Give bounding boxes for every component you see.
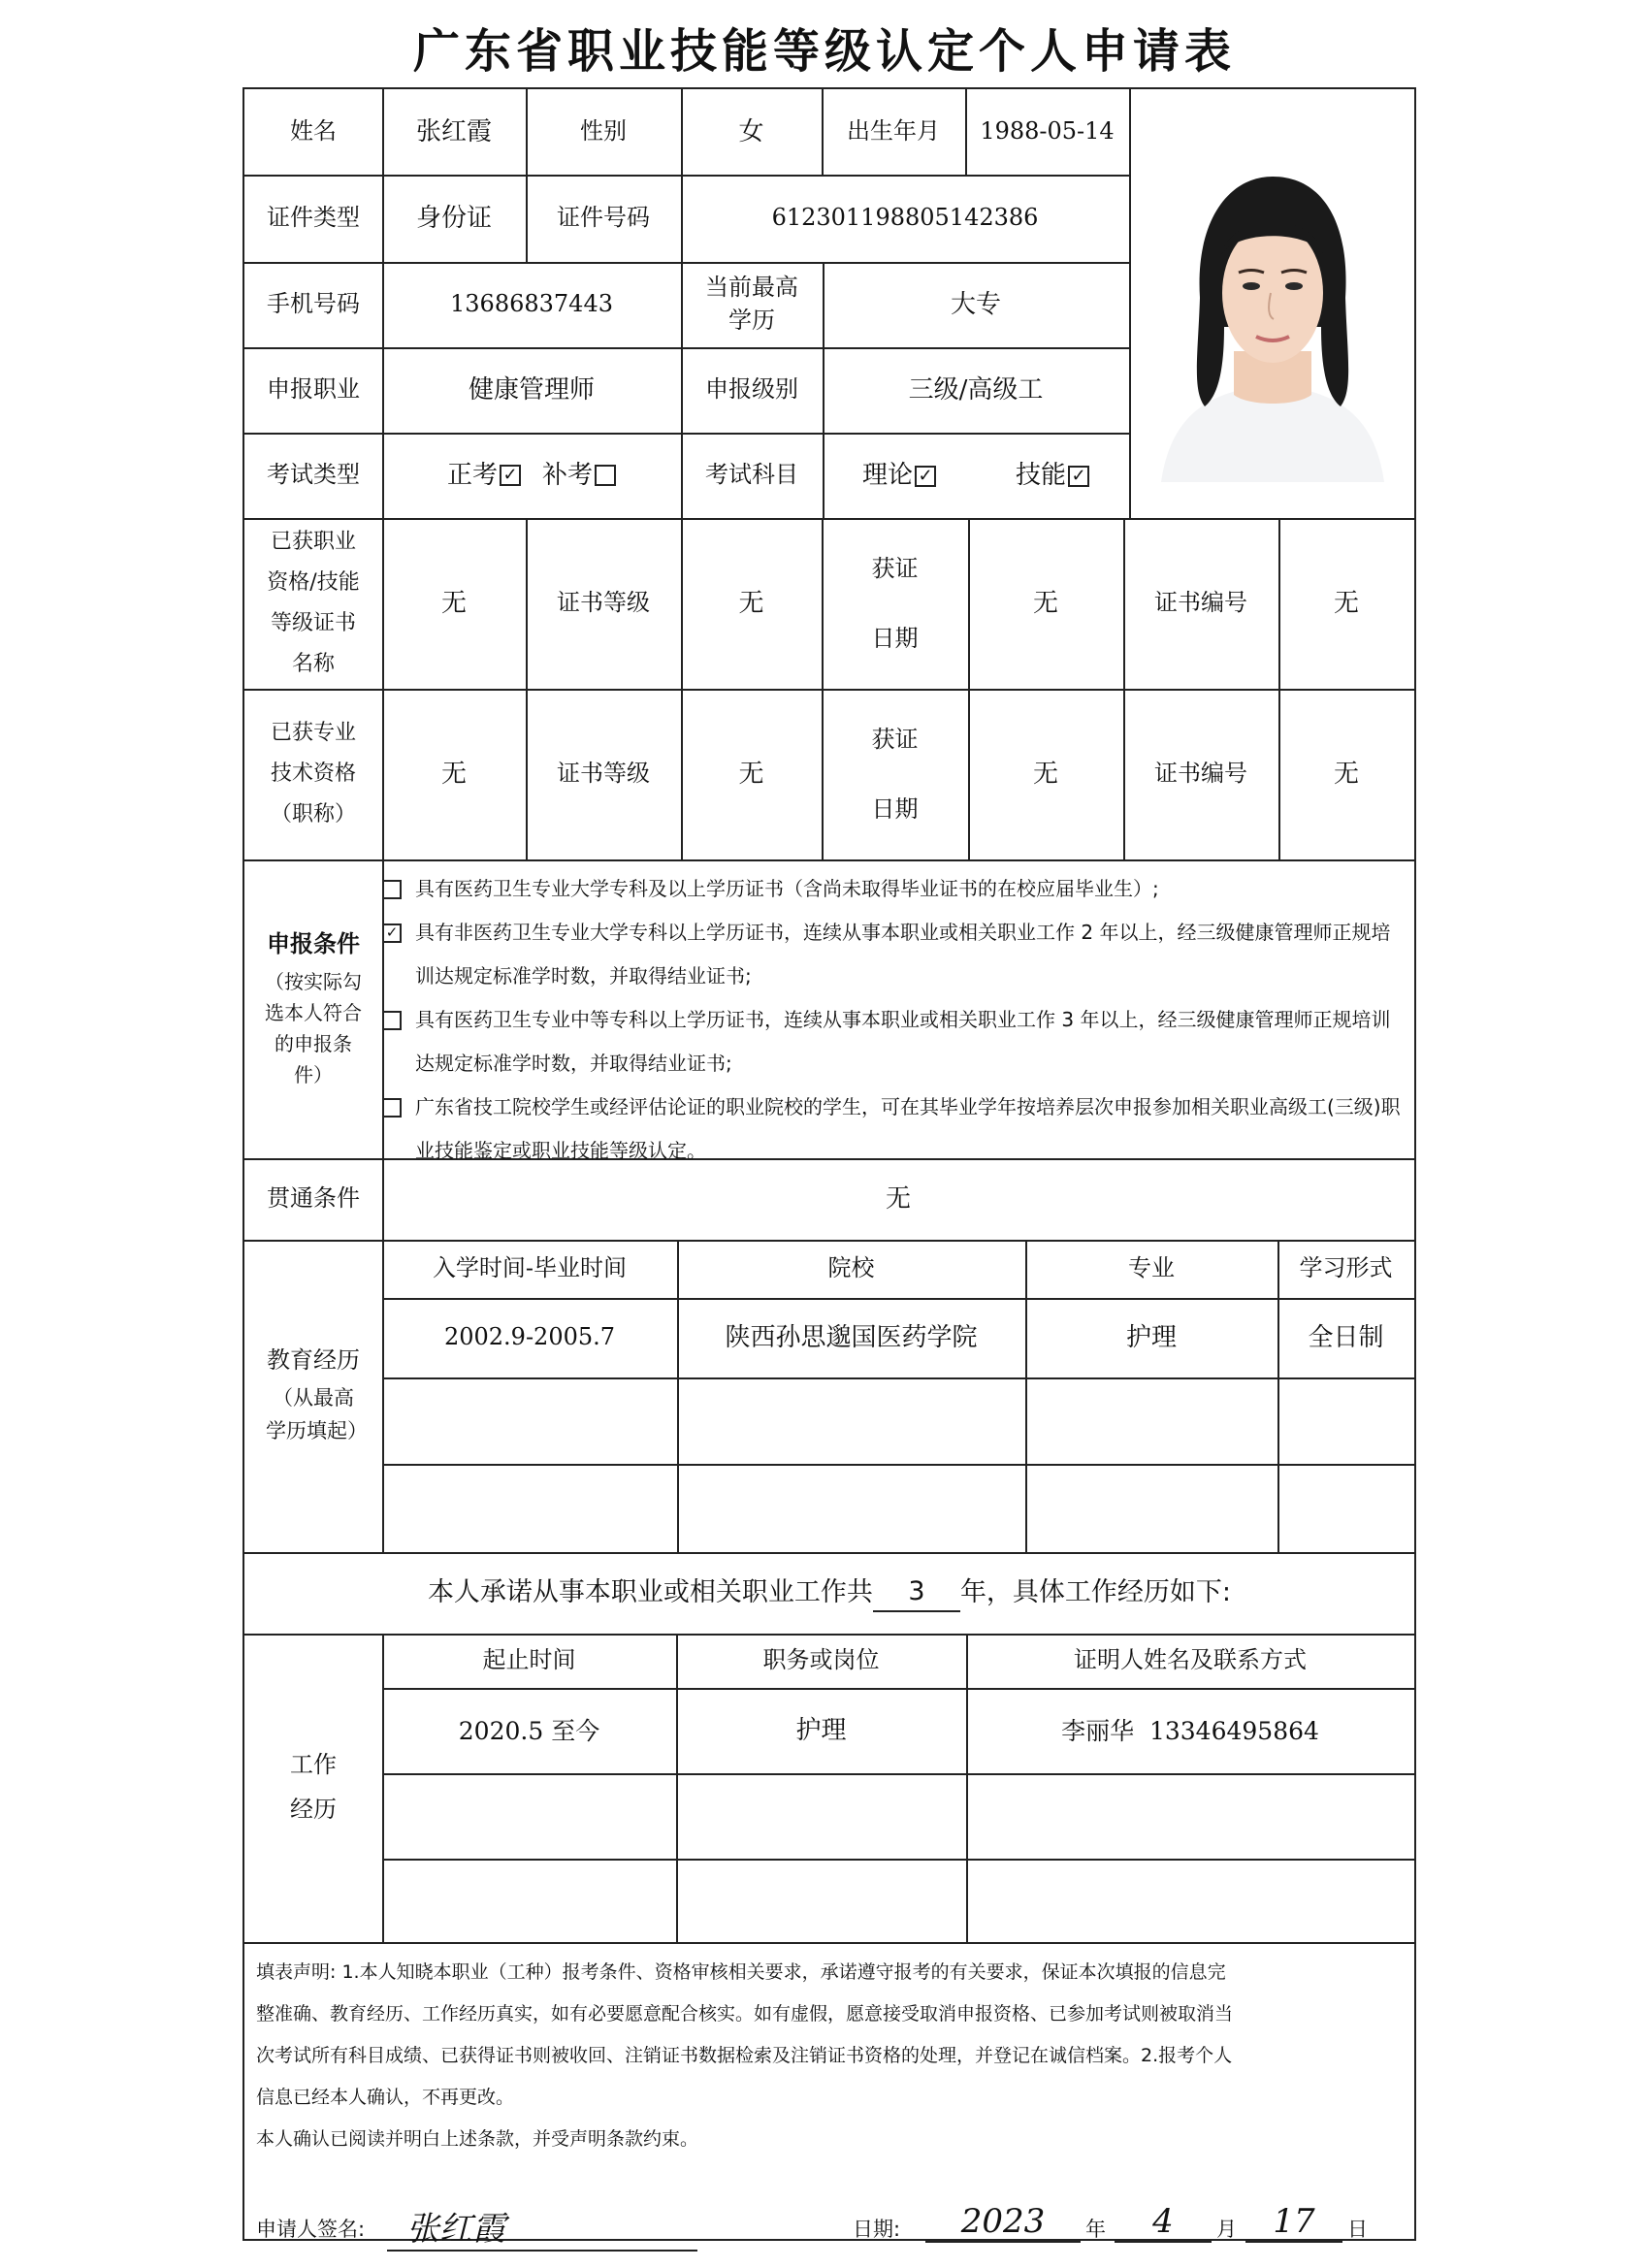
occupation-label: 申报职业 [267,375,360,404]
form-title: 广东省职业技能等级认定个人申请表 [412,24,1236,79]
condition-item: ✓ 具有非医药卫生专业大学专科以上学历证书，连续从事本职业或相关职业工作 2 年以上，经三级健康管理师正规培训达规定标准学时数，并取得结业证书; [382,911,1401,998]
education-label: 当前最高学历 [705,274,798,334]
work-history-label: 工作经历 [290,1751,337,1823]
occupation-value: 健康管理师 [468,374,595,405]
condition-checkbox[interactable] [382,1011,402,1030]
work-period: 2020.5 至今 [458,1716,600,1745]
vocational-date-label: 获证日期 [871,555,919,652]
vocational-number-label: 证书编号 [1154,589,1247,617]
date-label: 日期: [853,2218,901,2241]
condition-checkbox[interactable]: ✓ [382,923,402,943]
pledge-years: 3 [873,1573,960,1612]
work-header-period: 起止时间 [482,1646,576,1674]
exam-regular-checkbox[interactable]: ✓ [500,465,521,486]
work-referee: 李丽华 13346495864 [1061,1716,1319,1745]
exam-subject-options [823,433,1129,518]
id-number-value: 612301198805142386 [771,204,1039,232]
id-type-value: 身份证 [415,203,492,233]
subject-skill-checkbox[interactable]: ✓ [1068,466,1089,487]
condition-item: 具有医药卫生专业中等专科以上学历证书，连续从事本职业或相关职业工作 3 年以上，经三级健康管理师正规培训达规定标准学时数，并取得结业证书; [382,998,1401,1085]
professional-date-label: 获证日期 [871,726,919,823]
vocational-cert-name: 无 [440,588,467,618]
gender-label: 性别 [580,117,627,146]
declaration: 填表声明: 1.本人知晓本职业（工种）报考条件、资格审核相关要求，承诺遵守报考的有关要求，保证本次填报的信息完 整准确、教育经历、工作经历真实，如有必要愿意配合核实。如有虚假，愿意接受取消申报资格、已参加考试则被取消当 次考试所有科目成绩、已获得证书则被收回、注销证书数据检索及注销证书资格的处理，并登记在诚信档案。2.报考个人 信息已经本人确认，不再更改。 本人确认已阅读并明白上述条款，并受声明条款约束。 [256,1961,1234,2150]
work-position: 护理 [795,1715,847,1745]
date-day: 17 [1245,2202,1342,2243]
subject-skill-label: 技能 [1015,460,1066,490]
name-value: 张红霞 [415,116,492,146]
professional-number-label: 证书编号 [1154,760,1247,788]
education-history-label: 教育经历 [267,1345,360,1374]
edu-header-major: 专业 [1128,1254,1175,1282]
birth-value: 1988-05-14 [980,117,1115,146]
date-year-unit: 年 [1085,2218,1106,2241]
edu-mode: 全日制 [1308,1322,1384,1352]
pledge-suffix: 年，具体工作经历如下: [959,1577,1232,1608]
condition-item: 具有医药卫生专业大学专科及以上学历证书（含尚未取得毕业证书的在校应届毕业生）; [382,867,1401,911]
phone-value: 13686837443 [450,290,613,318]
applicant-photo [1142,152,1404,482]
vocational-number-value: 无 [1333,588,1359,618]
through-label: 贯通条件 [267,1184,360,1213]
conditions-hint: （按实际勾选本人符合的申报条件） [265,969,362,1086]
professional-date-value: 无 [1032,759,1058,789]
exam-type-options [382,433,681,518]
level-label: 申报级别 [705,375,798,404]
exam-makeup-checkbox[interactable] [595,465,616,486]
exam-subject-label: 考试科目 [705,461,798,489]
edu-header-school: 院校 [827,1254,875,1282]
signature-date-row [256,2202,1410,2251]
date-day-unit: 日 [1347,2218,1368,2241]
edu-header-mode: 学习形式 [1299,1254,1393,1282]
date-month-unit: 月 [1216,2218,1237,2241]
signature-value: 张红霞 [387,2202,697,2252]
gender-value: 女 [738,116,764,146]
education-history-hint: （从最高学历填起） [266,1386,368,1442]
vocational-grade-label: 证书等级 [557,589,650,617]
id-number-label: 证件号码 [557,204,650,232]
form-table [242,87,1416,2249]
exam-regular-label: 正考 [446,460,498,490]
edu-major: 护理 [1125,1322,1177,1352]
name-label: 姓名 [290,117,337,146]
vocational-grade-value: 无 [738,588,764,618]
vocational-date-value: 无 [1032,588,1058,618]
condition-checkbox[interactable] [382,880,402,899]
work-header-position: 职务或岗位 [762,1646,880,1674]
education-label-cell [244,1240,382,1552]
vocational-cert-label: 已获职业资格/技能等级证书名称 [267,530,360,676]
id-type-label: 证件类型 [267,204,360,232]
subject-theory-checkbox[interactable]: ✓ [915,466,936,487]
conditions-label: 申报条件 [267,929,360,958]
work-pledge [244,1552,1414,1634]
condition-item: 广东省技工院校学生或经评估论证的职业院校的学生，可在其毕业学年按培养层次申报参加相关职业高级工(三级)职业技能鉴定或职业技能等级认定。 [382,1085,1401,1173]
date-month: 4 [1115,2202,1212,2243]
professional-grade-value: 无 [738,759,764,789]
edu-period: 2002.9-2005.7 [443,1323,616,1351]
professional-grade-label: 证书等级 [557,760,650,788]
work-header-referee: 证明人姓名及联系方式 [1074,1646,1307,1674]
professional-cert-label: 已获专业技术资格（职称） [270,721,356,826]
level-value: 三级/高级工 [908,374,1044,405]
conditions-label-cell [244,859,382,1158]
education-value: 大专 [950,289,1001,319]
phone-label: 手机号码 [267,290,360,318]
signature-label: 申请人签名: [256,2218,366,2241]
birth-label: 出生年月 [847,117,940,146]
pledge-prefix: 本人承诺从事本职业或相关职业工作共 [427,1577,873,1608]
edu-header-period: 入学时间-毕业时间 [432,1254,628,1282]
professional-number-value: 无 [1333,759,1359,789]
condition-checkbox[interactable] [382,1098,402,1118]
exam-type-label: 考试类型 [267,461,360,489]
date-year: 2023 [925,2202,1081,2243]
edu-school: 陕西孙思邈国医药学院 [725,1322,978,1352]
conditions-list [382,867,1401,1173]
professional-cert-name: 无 [440,759,467,789]
subject-theory-label: 理论 [861,460,913,490]
exam-makeup-label: 补考 [542,460,594,490]
through-value: 无 [885,1183,911,1214]
